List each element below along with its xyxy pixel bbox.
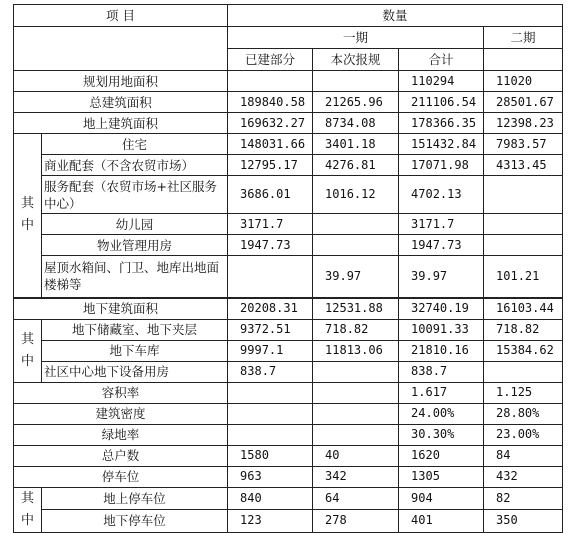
cell-phase2: 23.00% — [484, 424, 563, 445]
table-row — [14, 71, 563, 92]
row-label: 物业管理用房 — [42, 235, 228, 256]
cell-built — [228, 382, 313, 403]
cell-report: 40 — [313, 445, 399, 466]
row-label: 屋顶水箱间、门卫、地库出地面楼梯等 — [42, 256, 228, 298]
row-label: 总户数 — [14, 445, 228, 466]
row-label: 地下车库 — [42, 340, 228, 361]
table-row — [14, 214, 563, 235]
row-label: 幼儿园 — [42, 214, 228, 235]
row-label: 建筑密度 — [14, 403, 228, 424]
cell-phase2: 101.21 — [484, 256, 563, 298]
header-total: 合计 — [399, 49, 484, 71]
cell-report — [313, 235, 399, 256]
cell-report — [313, 424, 399, 445]
row-label: 社区中心地下设备用房 — [42, 361, 228, 382]
cell-report: 1016.12 — [313, 176, 399, 214]
cell-phase2: 15384.62 — [484, 340, 563, 361]
cell-built: 3686.01 — [228, 176, 313, 214]
row-label: 服务配套（农贸市场+社区服务中心） — [42, 176, 228, 214]
cell-report: 39.97 — [313, 256, 399, 298]
header-blank — [14, 27, 228, 71]
cell-report — [313, 71, 399, 92]
header-phase2: 二期 — [484, 27, 563, 49]
table-row — [14, 361, 563, 382]
header-quantity: 数量 — [228, 5, 563, 27]
cell-report — [313, 214, 399, 235]
cell-total: 151432.84 — [399, 134, 484, 155]
cell-report: 21265.96 — [313, 92, 399, 113]
cell-report: 278 — [313, 510, 399, 533]
cell-built: 169632.27 — [228, 113, 313, 134]
cell-phase2: 4313.45 — [484, 155, 563, 176]
cell-phase2: 7983.57 — [484, 134, 563, 155]
cell-built: 189840.58 — [228, 92, 313, 113]
header-row-1 — [14, 5, 563, 27]
cell-total: 3171.7 — [399, 214, 484, 235]
table-row — [14, 382, 563, 403]
cell-report — [313, 361, 399, 382]
cell-report: 4276.81 — [313, 155, 399, 176]
row-label: 容积率 — [14, 382, 228, 403]
cell-total: 32740.19 — [399, 298, 484, 320]
cell-total: 211106.54 — [399, 92, 484, 113]
table-row — [14, 487, 563, 510]
row-label: 地下储藏室、地下夹层 — [42, 319, 228, 340]
row-label: 住宅 — [42, 134, 228, 155]
cell-total: 1305 — [399, 466, 484, 487]
table-row — [14, 298, 563, 320]
cell-phase2 — [484, 176, 563, 214]
cell-built: 840 — [228, 487, 313, 510]
cell-total: 110294 — [399, 71, 484, 92]
cell-built: 20208.31 — [228, 298, 313, 320]
table-row — [14, 92, 563, 113]
cell-built: 12795.17 — [228, 155, 313, 176]
cell-total: 1.617 — [399, 382, 484, 403]
cell-built — [228, 256, 313, 298]
table-row — [14, 134, 563, 155]
cell-built: 9997.1 — [228, 340, 313, 361]
cell-phase2: 28.80% — [484, 403, 563, 424]
cell-phase2: 28501.67 — [484, 92, 563, 113]
cell-report — [313, 382, 399, 403]
cell-built — [228, 71, 313, 92]
cell-total: 24.00% — [399, 403, 484, 424]
cell-phase2: 82 — [484, 487, 563, 510]
cell-built: 123 — [228, 510, 313, 533]
cell-total: 1620 — [399, 445, 484, 466]
cell-phase2 — [484, 361, 563, 382]
table-row — [14, 510, 563, 533]
cell-built: 3171.7 — [228, 214, 313, 235]
cell-built: 148031.66 — [228, 134, 313, 155]
cell-phase2: 718.82 — [484, 319, 563, 340]
table-row — [14, 155, 563, 176]
cell-phase2: 16103.44 — [484, 298, 563, 320]
cell-phase2 — [484, 214, 563, 235]
cell-report: 12531.88 — [313, 298, 399, 320]
cell-phase2: 12398.23 — [484, 113, 563, 134]
cell-total: 1947.73 — [399, 235, 484, 256]
row-label: 规划用地面积 — [14, 71, 228, 92]
cell-total: 178366.35 — [399, 113, 484, 134]
cell-built: 1580 — [228, 445, 313, 466]
row-label: 绿地率 — [14, 424, 228, 445]
cell-report: 11813.06 — [313, 340, 399, 361]
cell-total: 17071.98 — [399, 155, 484, 176]
row-label: 商业配套（不含农贸市场） — [42, 155, 228, 176]
cell-report: 64 — [313, 487, 399, 510]
header-built: 已建部分 — [228, 49, 313, 71]
cell-report: 3401.18 — [313, 134, 399, 155]
header-row-2 — [14, 27, 563, 49]
row-label: 地上建筑面积 — [14, 113, 228, 134]
table-row — [14, 424, 563, 445]
table-row — [14, 340, 563, 361]
cell-total: 30.30% — [399, 424, 484, 445]
cell-total: 10091.33 — [399, 319, 484, 340]
header-phase2-blank — [484, 49, 563, 71]
table-row — [14, 113, 563, 134]
table-row — [14, 403, 563, 424]
qizhong-label-2: 其中 — [14, 319, 42, 382]
table-row — [14, 176, 563, 214]
row-label: 地下建筑面积 — [14, 298, 228, 320]
row-label: 地下停车位 — [42, 510, 228, 533]
cell-total: 904 — [399, 487, 484, 510]
table-row — [14, 319, 563, 340]
cell-phase2 — [484, 235, 563, 256]
cell-phase2: 350 — [484, 510, 563, 533]
cell-total: 39.97 — [399, 256, 484, 298]
cell-report — [313, 403, 399, 424]
header-phase1: 一期 — [228, 27, 484, 49]
cell-total: 401 — [399, 510, 484, 533]
cell-report: 8734.08 — [313, 113, 399, 134]
header-report: 本次报规 — [313, 49, 399, 71]
row-label: 总建筑面积 — [14, 92, 228, 113]
indicator-table-container — [13, 4, 563, 533]
cell-built: 9372.51 — [228, 319, 313, 340]
cell-built: 963 — [228, 466, 313, 487]
cell-total: 21810.16 — [399, 340, 484, 361]
cell-built — [228, 424, 313, 445]
row-label: 停车位 — [14, 466, 228, 487]
table-row — [14, 466, 563, 487]
cell-phase2: 11020 — [484, 71, 563, 92]
cell-report: 718.82 — [313, 319, 399, 340]
cell-report: 342 — [313, 466, 399, 487]
table-row — [14, 445, 563, 466]
table-row — [14, 256, 563, 298]
cell-built: 838.7 — [228, 361, 313, 382]
cell-phase2: 84 — [484, 445, 563, 466]
table-row — [14, 235, 563, 256]
qizhong-label-3: 其中 — [14, 487, 42, 532]
cell-phase2: 1.125 — [484, 382, 563, 403]
cell-total: 4702.13 — [399, 176, 484, 214]
cell-built: 1947.73 — [228, 235, 313, 256]
row-label: 地上停车位 — [42, 487, 228, 510]
qizhong-label-1: 其中 — [14, 134, 42, 298]
cell-total: 838.7 — [399, 361, 484, 382]
cell-phase2: 432 — [484, 466, 563, 487]
header-item: 项 目 — [14, 5, 228, 27]
indicator-table — [13, 4, 563, 533]
cell-built — [228, 403, 313, 424]
